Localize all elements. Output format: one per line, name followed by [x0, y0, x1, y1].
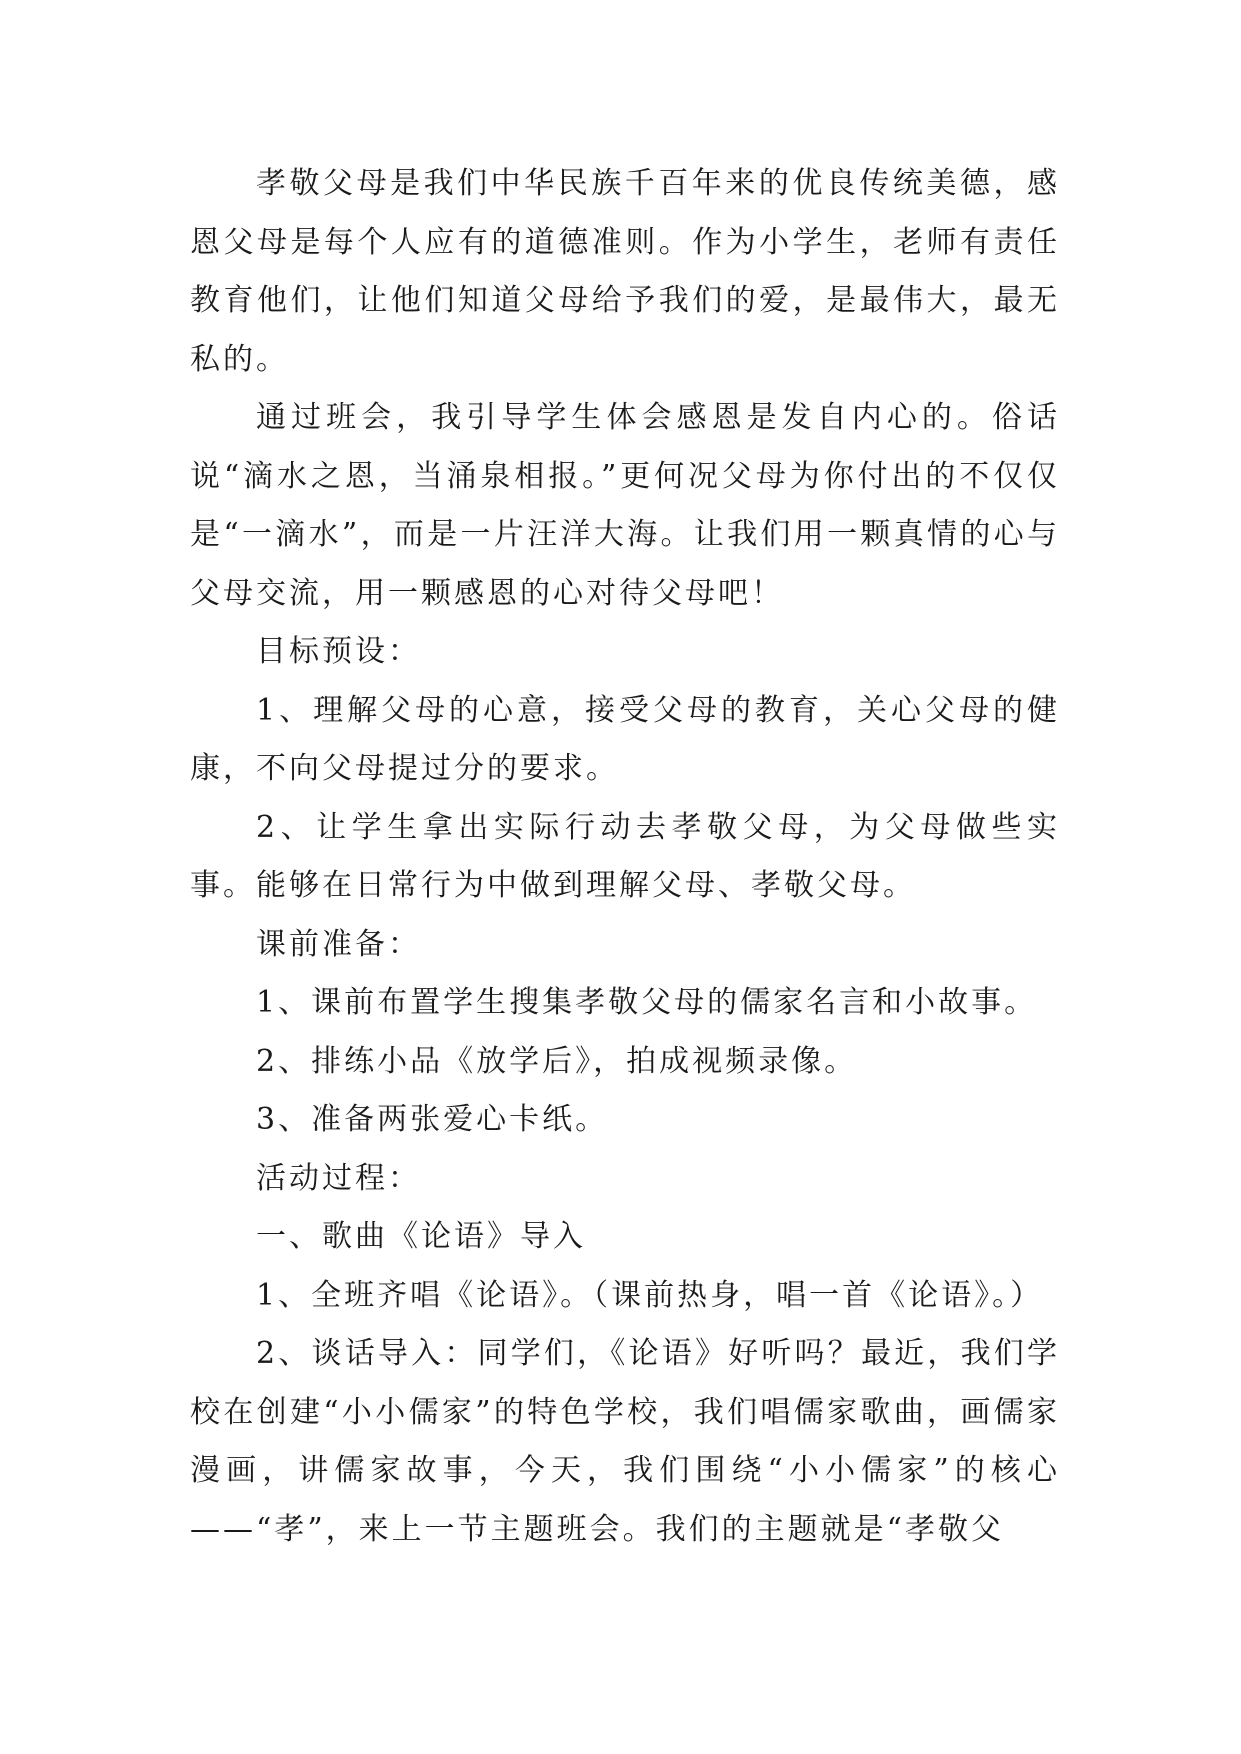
section-title-song-intro: 一、歌曲《论语》导入 [256, 1219, 586, 1254]
document-body [190, 155, 1060, 1559]
process-item-1: 1、全班齐唱《论语》。（课前热身，唱一首《论语》。） [256, 1277, 1044, 1313]
goal-item-2: 2、让学生拿出实际行动去孝敬父母，为父母做些实事。能够在日常行为中做到理解父母、孝敬父母。 [190, 809, 1060, 903]
process-item-2: 2、谈话导入：同学们，《论语》好听吗？最近，我们学校在创建“小小儒家”的特色学校，我们唱儒家歌曲，画儒家漫画，讲儒家故事，今天，我们围绕“小小儒家”的核心——“孝”，来上一节主题班会。我们的主题就是“孝敬父 [190, 1336, 1060, 1547]
goal-item-1: 1、理解父母的心意，接受父母的教育，关心父母的健康，不向父母提过分的要求。 [190, 692, 1060, 786]
preparation-item-3: 3、准备两张爱心卡纸。 [256, 1102, 609, 1137]
paragraph-intro: 孝敬父母是我们中华民族千百年来的优良传统美德，感恩父母是每个人应有的道德准则。作为小学生，老师有责任教育他们，让他们知道父母给予我们的爱，是最伟大，最无私的。 [190, 166, 1060, 377]
paragraph-class-meeting: 通过班会，我引导学生体会感恩是发自内心的。俗话说“滴水之恩，当涌泉相报。”更何况父母为你付出的不仅仅是“一滴水”，而是一片汪洋大海。让我们用一颗真情的心与父母交流，用一颗感恩的心对待父母吧！ [190, 400, 1060, 611]
heading-process: 活动过程： [256, 1160, 421, 1196]
preparation-item-1: 1、课前布置学生搜集孝敬父母的儒家名言和小故事。 [256, 985, 1038, 1020]
heading-goals: 目标预设： [256, 634, 421, 669]
heading-preparation: 课前准备： [256, 926, 421, 962]
preparation-item-2: 2、排练小品《放学后》，拍成视频录像。 [256, 1043, 858, 1079]
